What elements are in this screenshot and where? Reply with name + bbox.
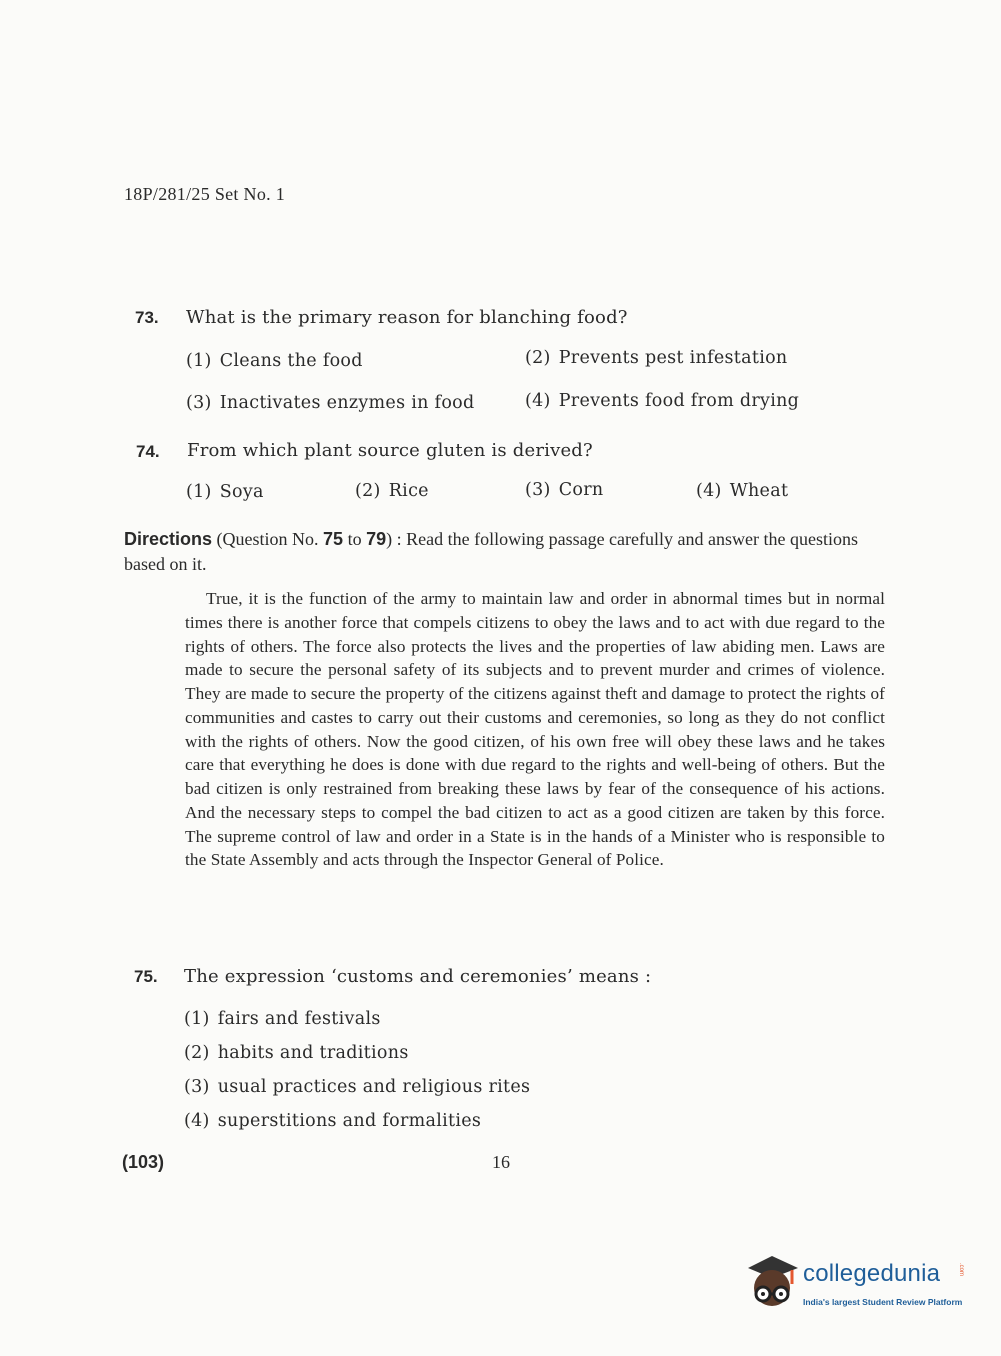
reading-passage: True, it is the function of the army to maintain law and order in abnormal times but in normal times there is another force that compels citizens to obey the laws and to act with due regard to the rights of others. The force also protects the lives and the properties of law abiding men. Laws are made to secure the personal safety of its subjects and to prevent murder and crimes of violence. They are made to secure the property of the citizens against theft and damage to protect the rights of communities and castes to carry out their customs and ceremonies, so long as they do not conflict with the rights of others. Now the good citizen, of his own free will obey these laws and he takes care that everything he does is done with due regard to the rights and well-being of others. But the bad citizen is only restrained from breaking these laws by fear of the consequence of his actions. And the necessary steps to compel the bad citizen to act as a good citizen are taken by this force. The supreme control of law and order in a State is in the hands of a Minister who is responsible to the State Assembly and acts through the Inspector General of Police. [185, 589, 885, 870]
question-73-option-4: (4) Prevents food from drying [525, 391, 800, 411]
directions-text: Directions (Question No. 75 to 79) : Read the following passage carefully and answer the questions based on it. [124, 529, 858, 574]
question-73-text: What is the primary reason for blanching food? [186, 307, 628, 328]
question-74-option-2: (2) Rice [355, 481, 429, 501]
question-73-option-2: (2) Prevents pest infestation [525, 348, 788, 368]
question-75-text: The expression ‘customs and ceremonies’ means : [184, 966, 652, 987]
question-75-option-2: (2) habits and traditions [184, 1043, 409, 1063]
question-75-option-4: (4) superstitions and formalities [184, 1111, 482, 1131]
question-74-option-1: (1) Soya [186, 482, 264, 502]
question-74-option-4: (4) Wheat [696, 481, 789, 501]
page-number: 16 [492, 1152, 510, 1172]
booklet-code: (103) [122, 1152, 165, 1172]
question-75-option-1: (1) fairs and festivals [184, 1009, 381, 1029]
question-75-number: 75. [134, 967, 158, 986]
paper-code-header: 18P/281/25 Set No. 1 [124, 184, 286, 204]
collegedunia-logo-text: collegedunia [803, 1260, 941, 1287]
question-74-number: 74. [136, 442, 160, 461]
question-74-option-3: (3) Corn [525, 480, 604, 500]
collegedunia-mascot-icon [742, 1250, 802, 1310]
question-73-number: 73. [135, 308, 159, 327]
question-74-text: From which plant source gluten is derived? [187, 440, 593, 461]
question-73-option-3: (3) Inactivates enzymes in food [186, 393, 475, 413]
collegedunia-logo-com: .com [958, 1263, 964, 1277]
collegedunia-tagline: India's largest Student Review Platform [803, 1297, 963, 1307]
question-73-option-1: (1) Cleans the food [186, 351, 363, 371]
question-75-option-3: (3) usual practices and religious rites [184, 1077, 531, 1097]
